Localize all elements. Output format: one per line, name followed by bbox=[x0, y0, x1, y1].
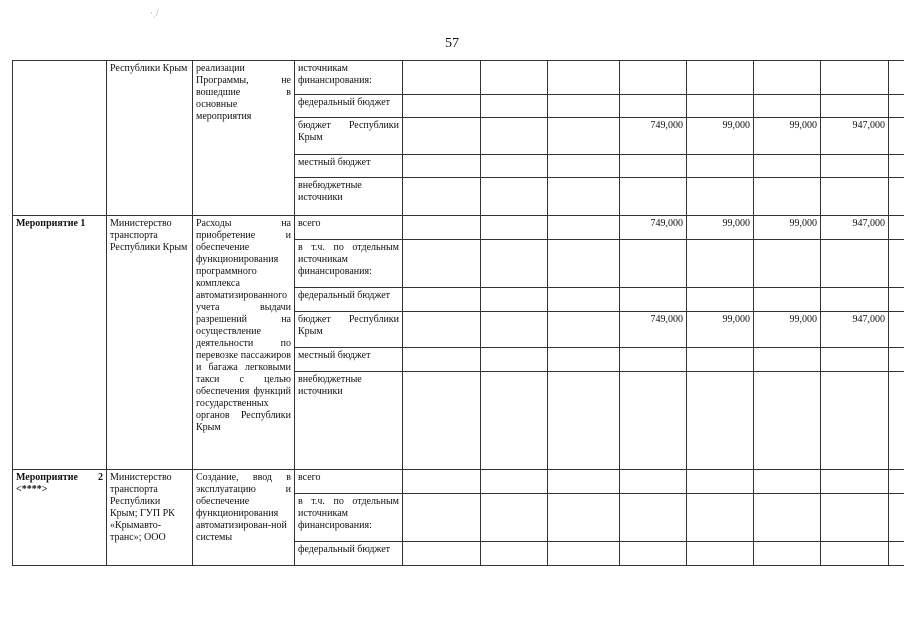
value-cell bbox=[687, 155, 754, 178]
scan-artifact: ·ˌ/ bbox=[150, 8, 159, 18]
value-cell bbox=[754, 240, 821, 288]
measure-name-cell: Мероприятие 2 <****> bbox=[13, 470, 107, 566]
value-cell bbox=[481, 470, 548, 494]
value-cell bbox=[481, 118, 548, 155]
value-cell bbox=[481, 216, 548, 240]
value-cell bbox=[481, 155, 548, 178]
table-row bbox=[13, 61, 904, 95]
description-cell: Расходы на приобретение и обеспечение функционирования программного комплекса автоматизированного учета выдачи разрешений на осуществление деятельности по перевозке пассажиров и багажа легковыми такси с целью обеспечения функций государственных органов Республики Крым bbox=[193, 216, 295, 470]
value-cell bbox=[620, 240, 687, 288]
value-cell bbox=[889, 61, 904, 95]
funding-source-cell: бюджет Республики Крым bbox=[295, 118, 403, 155]
value-cell bbox=[620, 470, 687, 494]
funding-source-cell: в т.ч. по отдельным источникам финансирования: bbox=[295, 240, 403, 288]
table-row bbox=[13, 470, 904, 494]
value-cell bbox=[481, 372, 548, 470]
value-cell bbox=[620, 348, 687, 372]
value-cell bbox=[889, 178, 904, 216]
value-cell bbox=[481, 312, 548, 348]
value-cell bbox=[548, 216, 620, 240]
value-cell bbox=[403, 288, 481, 312]
funding-source-cell: федеральный бюджет bbox=[295, 288, 403, 312]
value-cell bbox=[889, 312, 904, 348]
funding-source-cell: внебюджетные источники bbox=[295, 372, 403, 470]
value-cell bbox=[754, 348, 821, 372]
value-cell: 99,000 bbox=[687, 118, 754, 155]
funding-source-cell: федеральный бюджет bbox=[295, 95, 403, 118]
funding-source-cell: бюджет Республики Крым bbox=[295, 312, 403, 348]
value-cell bbox=[821, 95, 889, 118]
value-cell bbox=[889, 216, 904, 240]
value-cell bbox=[620, 494, 687, 542]
value-cell bbox=[754, 288, 821, 312]
value-cell bbox=[754, 372, 821, 470]
value-cell bbox=[548, 470, 620, 494]
value-cell bbox=[548, 542, 620, 566]
value-cell bbox=[821, 240, 889, 288]
value-cell bbox=[403, 118, 481, 155]
value-cell bbox=[821, 494, 889, 542]
value-cell bbox=[754, 155, 821, 178]
value-cell bbox=[821, 61, 889, 95]
value-cell bbox=[889, 348, 904, 372]
value-cell: 947,000 bbox=[821, 216, 889, 240]
value-cell bbox=[687, 542, 754, 566]
value-cell: 99,000 bbox=[754, 118, 821, 155]
value-cell bbox=[548, 288, 620, 312]
value-cell bbox=[687, 95, 754, 118]
value-cell bbox=[620, 61, 687, 95]
value-cell bbox=[821, 542, 889, 566]
funding-source-cell: всего bbox=[295, 470, 403, 494]
value-cell bbox=[687, 494, 754, 542]
value-cell bbox=[889, 494, 904, 542]
funding-source-cell: федеральный бюджет bbox=[295, 542, 403, 566]
value-cell bbox=[821, 348, 889, 372]
value-cell bbox=[687, 470, 754, 494]
funding-source-cell: в т.ч. по отдельным источникам финансирования: bbox=[295, 494, 403, 542]
value-cell bbox=[889, 155, 904, 178]
value-cell bbox=[620, 95, 687, 118]
value-cell bbox=[821, 155, 889, 178]
value-cell bbox=[821, 178, 889, 216]
value-cell: 99,000 bbox=[687, 216, 754, 240]
value-cell: 947,000 bbox=[821, 312, 889, 348]
budget-table bbox=[12, 60, 904, 566]
executor-cell: Республики Крым bbox=[107, 61, 193, 216]
value-cell bbox=[481, 95, 548, 118]
value-cell bbox=[403, 240, 481, 288]
value-cell bbox=[403, 494, 481, 542]
value-cell bbox=[754, 95, 821, 118]
value-cell bbox=[821, 288, 889, 312]
value-cell: 99,000 bbox=[754, 216, 821, 240]
value-cell bbox=[481, 542, 548, 566]
value-cell: 749,000 bbox=[620, 118, 687, 155]
value-cell bbox=[821, 470, 889, 494]
value-cell bbox=[687, 288, 754, 312]
measure-name-cell: Мероприятие 1 bbox=[13, 216, 107, 470]
value-cell bbox=[481, 348, 548, 372]
value-cell bbox=[889, 118, 904, 155]
value-cell bbox=[548, 348, 620, 372]
value-cell bbox=[889, 542, 904, 566]
value-cell bbox=[687, 372, 754, 470]
value-cell bbox=[687, 240, 754, 288]
description-cell: Создание, ввод в эксплуатацию и обеспечение функционирования автоматизирован-ной системы bbox=[193, 470, 295, 566]
value-cell bbox=[548, 178, 620, 216]
value-cell bbox=[548, 372, 620, 470]
table-body bbox=[13, 61, 904, 566]
value-cell bbox=[403, 178, 481, 216]
executor-cell: Министерство транспорта Республики Крым; ГУП РК «Крымавто-транс»; ООО bbox=[107, 470, 193, 566]
value-cell bbox=[889, 372, 904, 470]
value-cell bbox=[754, 61, 821, 95]
value-cell bbox=[821, 372, 889, 470]
value-cell bbox=[620, 542, 687, 566]
value-cell bbox=[403, 372, 481, 470]
value-cell bbox=[403, 348, 481, 372]
value-cell bbox=[403, 216, 481, 240]
value-cell bbox=[754, 494, 821, 542]
value-cell: 749,000 bbox=[620, 216, 687, 240]
value-cell bbox=[754, 178, 821, 216]
executor-cell: Министерство транспорта Республики Крым bbox=[107, 216, 193, 470]
value-cell bbox=[687, 178, 754, 216]
value-cell bbox=[481, 240, 548, 288]
value-cell bbox=[687, 348, 754, 372]
funding-source-cell: всего bbox=[295, 216, 403, 240]
value-cell bbox=[403, 312, 481, 348]
value-cell: 99,000 bbox=[687, 312, 754, 348]
funding-source-cell: внебюджетные источники bbox=[295, 178, 403, 216]
value-cell bbox=[889, 288, 904, 312]
value-cell bbox=[481, 494, 548, 542]
value-cell bbox=[620, 155, 687, 178]
value-cell bbox=[403, 155, 481, 178]
value-cell bbox=[889, 470, 904, 494]
funding-source-cell: местный бюджет bbox=[295, 348, 403, 372]
value-cell bbox=[481, 288, 548, 312]
value-cell bbox=[754, 542, 821, 566]
value-cell: 749,000 bbox=[620, 312, 687, 348]
value-cell bbox=[403, 95, 481, 118]
description-cell: реализации Программы, не вошедшие в основные мероприятия bbox=[193, 61, 295, 216]
page-number: 57 bbox=[445, 36, 459, 51]
value-cell bbox=[548, 312, 620, 348]
value-cell bbox=[548, 155, 620, 178]
funding-source-cell: источникам финансирования: bbox=[295, 61, 403, 95]
value-cell bbox=[481, 178, 548, 216]
value-cell bbox=[620, 178, 687, 216]
value-cell bbox=[403, 542, 481, 566]
value-cell bbox=[620, 372, 687, 470]
value-cell: 947,000 bbox=[821, 118, 889, 155]
value-cell: 99,000 bbox=[754, 312, 821, 348]
value-cell bbox=[403, 61, 481, 95]
value-cell bbox=[548, 494, 620, 542]
value-cell bbox=[548, 118, 620, 155]
value-cell bbox=[548, 240, 620, 288]
measure-name-cell bbox=[13, 61, 107, 216]
value-cell bbox=[403, 470, 481, 494]
table-row bbox=[13, 216, 904, 240]
value-cell bbox=[481, 61, 548, 95]
value-cell bbox=[754, 470, 821, 494]
value-cell bbox=[620, 288, 687, 312]
value-cell bbox=[548, 61, 620, 95]
value-cell bbox=[687, 61, 754, 95]
value-cell bbox=[889, 240, 904, 288]
value-cell bbox=[889, 95, 904, 118]
value-cell bbox=[548, 95, 620, 118]
funding-source-cell: местный бюджет bbox=[295, 155, 403, 178]
